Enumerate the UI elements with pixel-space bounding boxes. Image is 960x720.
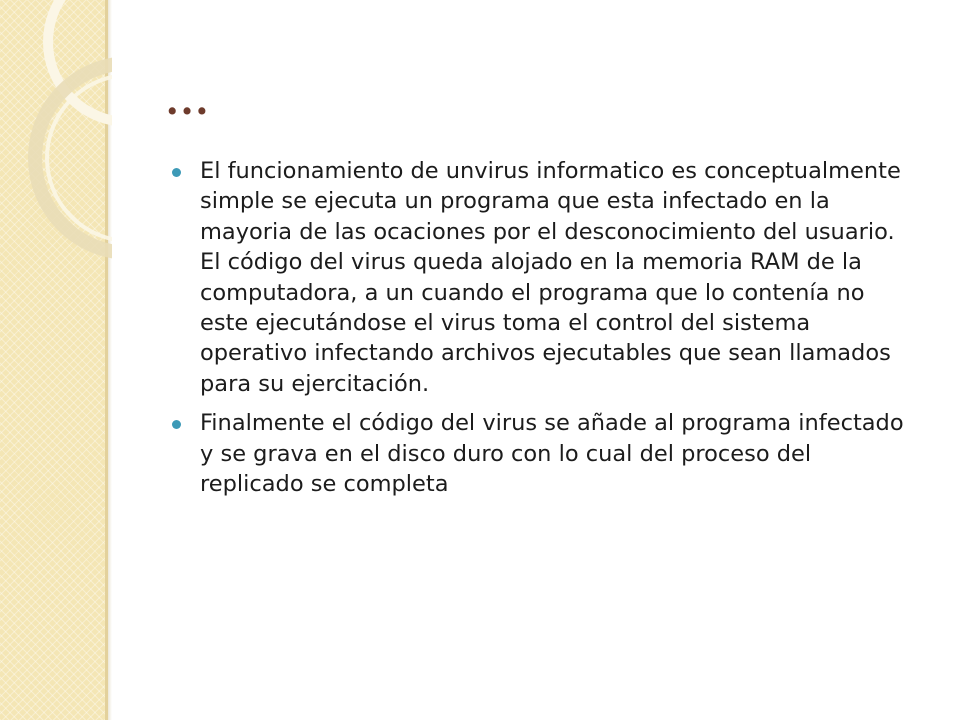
bullet-item — [170, 156, 910, 399]
bullet-point-icon — [172, 420, 181, 429]
bullet-text: El funcionamiento de unvirus informatico es conceptualmente simple se ejecuta un programa que esta infectado en la mayoria de las ocaciones por el desconocimiento del usuario. El código del virus queda alojado en la memoria RAM de la computadora, a un cuando el programa que lo contenía no este ejecutándose el virus toma el control del sistema operativo infectando archivos ejecutables que sean llamados para su ejercitación. — [200, 158, 901, 397]
bullet-list — [170, 156, 910, 508]
bullet-point-icon — [172, 168, 181, 177]
decorative-circles — [0, 0, 112, 260]
slide-title: … — [165, 75, 211, 124]
bullet-item — [170, 408, 910, 499]
bullet-text: Finalmente el código del virus se añade al programa infectado y se grava en el disco duro con lo cual del proceso del replicado se completa — [200, 410, 904, 498]
